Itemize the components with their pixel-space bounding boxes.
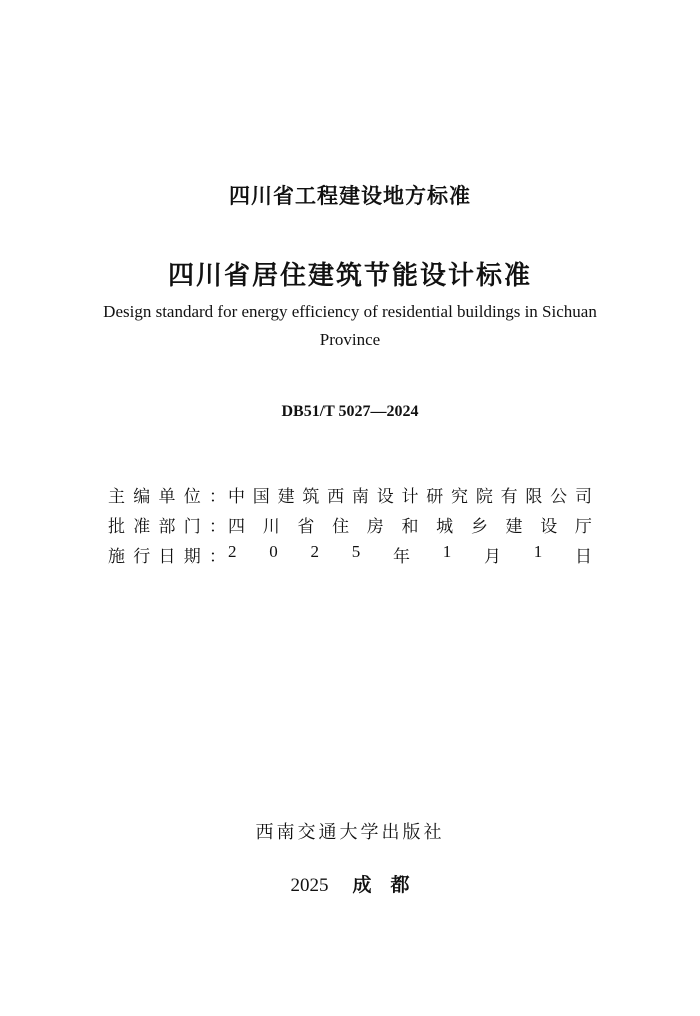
- label-char: 日: [158, 546, 176, 567]
- value-char: 中: [228, 486, 245, 507]
- english-title: Design standard for energy efficiency of residential buildings in Sichuan Province: [103, 302, 597, 349]
- effective-date-value: [228, 542, 592, 567]
- label-char: 部: [158, 516, 176, 537]
- label-char: 批: [108, 516, 125, 537]
- label-char: 编: [133, 486, 151, 507]
- value-char: 1: [442, 541, 452, 561]
- publication-city: 成 都: [352, 874, 410, 896]
- value-char: 房: [366, 516, 384, 537]
- value-char: 年: [393, 546, 410, 567]
- series-title: 四川省工程建设地方标准: [229, 184, 471, 208]
- label-char: ：: [209, 486, 226, 507]
- approver-label: [108, 512, 228, 537]
- value-char: 计: [401, 486, 419, 507]
- value-char: 厅: [574, 516, 592, 537]
- publisher: 西南交通大学出版社: [255, 822, 445, 843]
- value-char: 住: [332, 516, 350, 537]
- effective-date-row: [108, 541, 592, 567]
- label-char: 行: [133, 546, 151, 567]
- value-char: 省: [297, 516, 315, 537]
- value-char: 四: [228, 516, 245, 537]
- value-char: 城: [436, 516, 454, 537]
- value-char: 司: [574, 486, 592, 507]
- label-char: 位: [183, 486, 201, 507]
- value-char: 公: [550, 486, 568, 507]
- value-char: 设: [540, 516, 558, 537]
- value-char: 有: [500, 486, 518, 507]
- editor-label: [108, 482, 228, 507]
- label-char: 准: [133, 516, 151, 537]
- value-char: 国: [252, 486, 270, 507]
- value-char: 月: [484, 546, 501, 567]
- standard-code: DB51/T 5027—2024: [281, 403, 419, 420]
- label-char: 门: [183, 516, 201, 537]
- value-char: 西: [327, 486, 345, 507]
- publication-year: 2025: [290, 875, 329, 896]
- value-char: 建: [277, 486, 295, 507]
- value-char: 5: [351, 541, 361, 561]
- value-char: 限: [525, 486, 543, 507]
- label-char: 施: [108, 546, 125, 567]
- value-char: 设: [376, 486, 394, 507]
- value-char: 究: [451, 486, 469, 507]
- value-char: 2: [228, 541, 237, 561]
- label-char: ：: [209, 546, 226, 567]
- value-char: 南: [351, 486, 369, 507]
- label-char: 期: [183, 546, 201, 567]
- value-char: 建: [505, 516, 523, 537]
- editor-row: [108, 481, 592, 507]
- value-char: 筑: [302, 486, 320, 507]
- label-char: 单: [158, 486, 176, 507]
- value-char: 日: [575, 546, 592, 567]
- effective-date-label: [108, 542, 228, 567]
- editor-value: [228, 482, 592, 507]
- main-title: 四川省居住建筑节能设计标准: [167, 261, 532, 291]
- publication-place-line: [0, 870, 700, 897]
- value-char: 1: [533, 541, 543, 561]
- value-char: 2: [310, 541, 319, 561]
- label-char: ：: [209, 516, 226, 537]
- approver-row: [108, 511, 592, 537]
- value-char: 和: [401, 516, 419, 537]
- value-char: 川: [262, 516, 280, 537]
- label-char: 主: [108, 486, 125, 507]
- value-char: 院: [475, 486, 493, 507]
- value-char: 乡: [470, 516, 488, 537]
- value-char: 研: [426, 486, 444, 507]
- approver-value: [228, 512, 592, 537]
- value-char: 0: [269, 541, 278, 561]
